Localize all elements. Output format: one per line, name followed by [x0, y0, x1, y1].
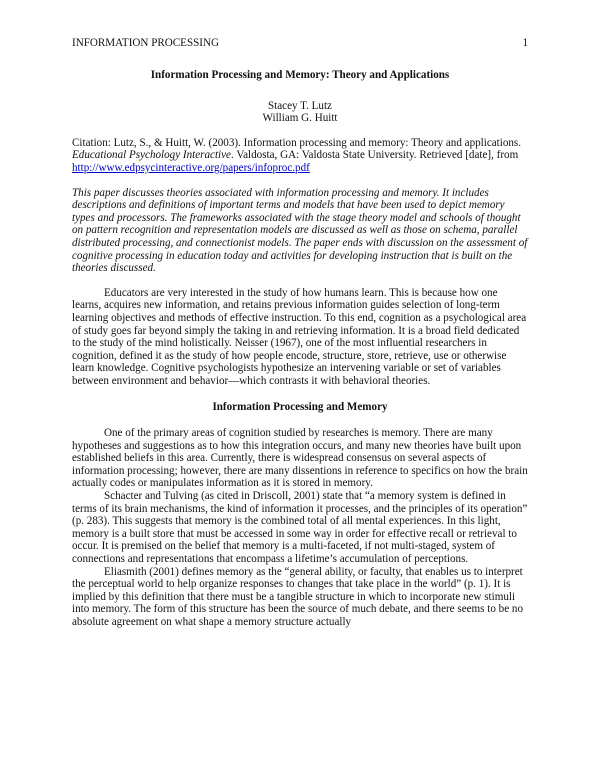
- citation-middle: . Valdosta, GA: Valdosta State University. Retrieved [date], from: [230, 149, 519, 162]
- body-paragraph: One of the primary areas of cognition studied by researches is memory. There are many hypotheses and suggestions as to how this integration occurs, and many new theories have built upon established beliefs in this area. Currently, there is widespread consensus on several aspects of information processing; however, there are many dissentions in reference to specifics on how the brain actually codes or manipulates information as it is stored in memory.: [72, 427, 528, 490]
- running-head-title: INFORMATION PROCESSING: [72, 37, 220, 49]
- citation-prefix: Citation: Lutz, S., & Huitt, W. (2003). Information processing and memory: Theory and applications.: [72, 136, 522, 149]
- citation-url-link[interactable]: http://www.edpsycinteractive.org/papers/infoproc.pdf: [72, 161, 310, 174]
- body-paragraph: Schacter and Tulving (as cited in Driscoll, 2001) state that “a memory system is defined in terms of its brain mechanisms, the kind of information it processes, and the principles of its operation” (p. 283). This suggests that memory is the combined total of all mental experiences. In this light, memory is a built store that must be accessed in some way in order for effective recall or retrieval to occur. It is premised on the belief that memory is a multi-faceted, if not multi-staged, system of connections and representations that encompass a lifetime’s accumulation of perceptions.: [72, 490, 528, 565]
- citation-journal: Educational Psychology Interactive: [72, 149, 231, 162]
- author-name: Stacey T. Lutz: [268, 99, 332, 112]
- running-head: [72, 37, 528, 51]
- abstract: This paper discusses theories associated with information processing and memory. It includes descriptions and definitions of important terms and models that have been used to depict memory types and processors. The frameworks associated with the stage theory model and schools of thought on pattern recognition and representation models are discussed as well as those on schema, parallel distributed processing, and connectionist models. The paper ends with discussion on the assessment of cognitive processing in education today and activities for developing instruction that is built on the theories discussed.: [72, 186, 528, 275]
- author-name: William G. Huitt: [262, 112, 338, 125]
- citation: [72, 137, 528, 175]
- intro-paragraph: Educators are very interested in the study of how humans learn. This is because how one learns, acquires new information, and retains previous information guides selection of long-term learning objectives and methods of effective instruction. To this end, cognition as a psychological area of study goes far beyond simply the taking in and retrieving information. It is a broad field dedicated to the study of the mind holistically. Neisser (1967), one of the most influential researchers in cognition, defined it as the study of how people encode, structure, store, retrieve, use or otherwise learn knowledge. Cognitive psychologists hypothesize an intervening variable or set of variables between environment and behavior—which contrasts it with behavioral theories.: [72, 286, 527, 387]
- section-heading: Information Processing and Memory: [212, 401, 388, 414]
- body-paragraph: Eliasmith (2001) defines memory as the “general ability, or faculty, that enables us to interpret the perceptual world to help organize responses to changes that take place in the world” (p. 1). It is implied by this definition that there must be a tangible structure in which to incorporate new stimuli into memory. The form of this structure has been the source of much debate, and there seems to be no absolute agreement on what shape a memory structure actually: [72, 565, 524, 628]
- paper-title: Information Processing and Memory: Theory and Applications: [150, 69, 450, 81]
- author-list: [72, 100, 528, 125]
- document-body: [72, 69, 528, 629]
- page-number: 1: [522, 37, 528, 49]
